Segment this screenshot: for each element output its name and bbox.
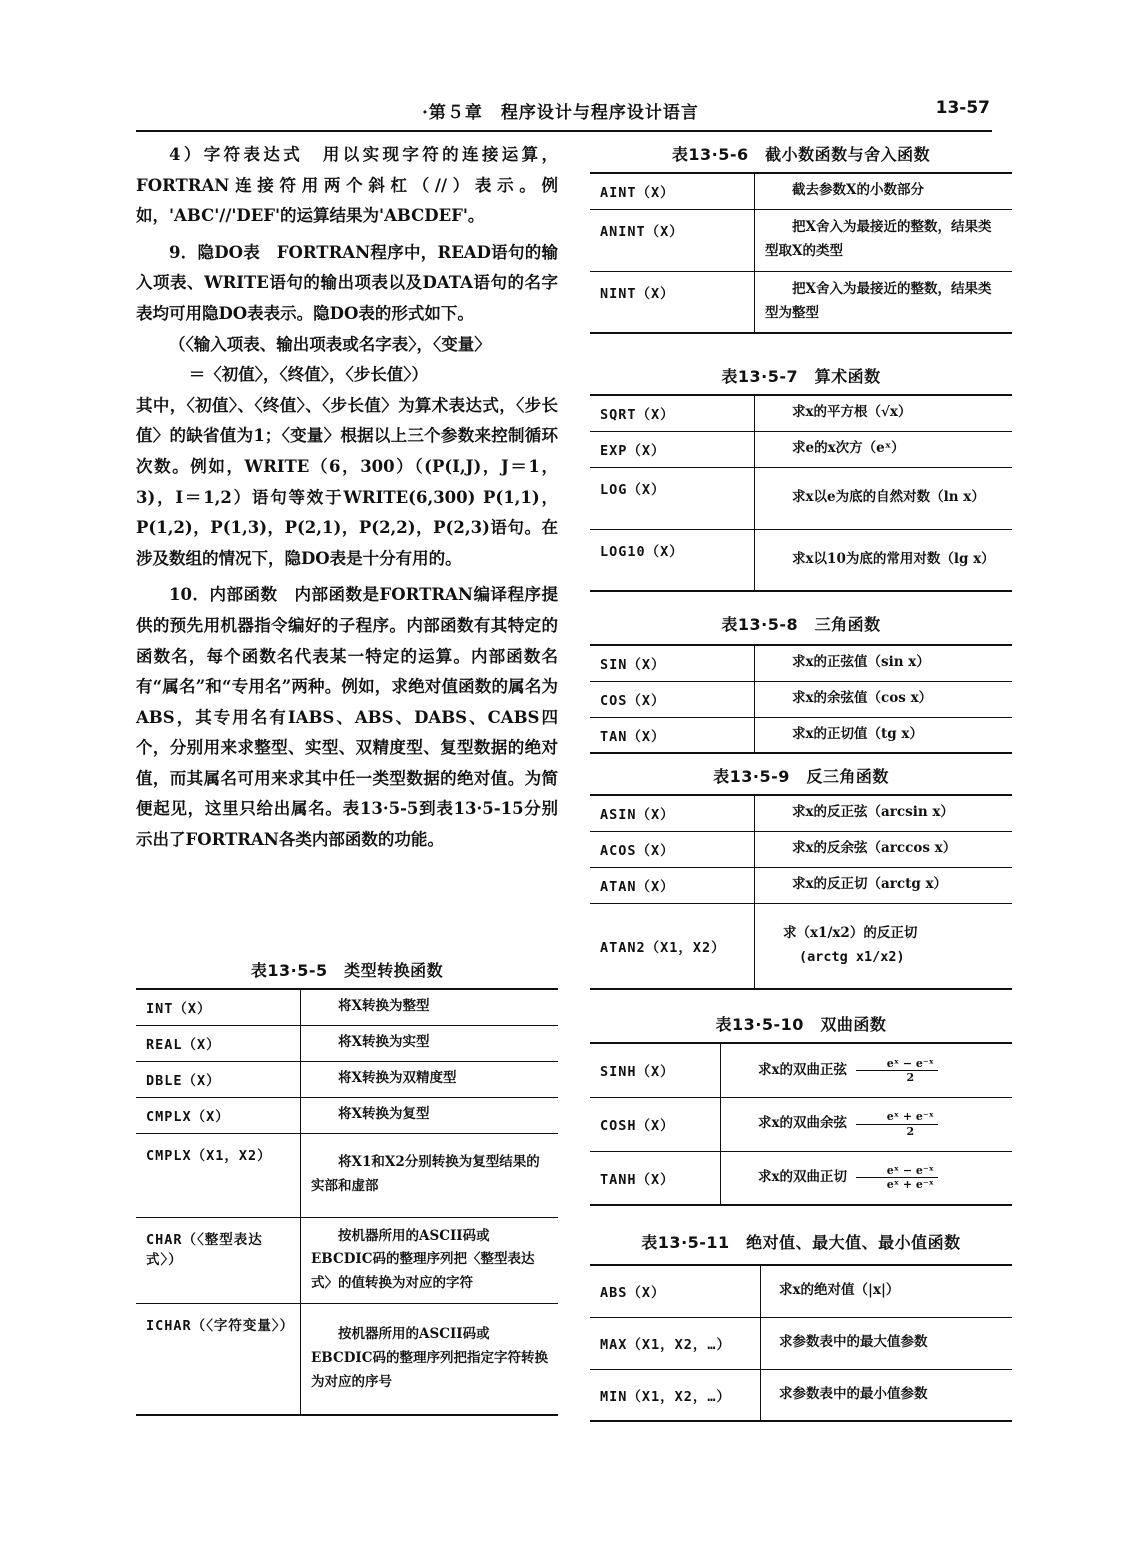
table-row — [136, 1097, 558, 1133]
function-name: ATAN2（X1，X2） — [590, 903, 755, 989]
table-title-truncation: 表13·5-6 截小数函数与舍入函数 — [671, 145, 931, 164]
formula-denominator: 2 — [906, 1124, 915, 1138]
function-description: 将X转换为实型 — [301, 1025, 559, 1061]
function-name: ANINT（X） — [590, 209, 755, 271]
table-row — [590, 717, 1012, 753]
arctg-formula: (arctg x1/x2) — [799, 948, 905, 965]
table-row — [590, 1265, 1012, 1317]
formula-numerator: eˣ + e⁻ˣ — [856, 1110, 938, 1124]
function-description: 按机器所用的ASCII码或EBCDIC码的整理序列把指定字符转换为对应的序号 — [301, 1303, 559, 1415]
function-description: 求x的余弦值（cos x） — [755, 681, 1013, 717]
function-description: 求x的反正切（arctg x） — [755, 867, 1013, 903]
table-hyperbolic — [590, 1042, 1012, 1206]
function-description: 求x的双曲正切 — [758, 1169, 848, 1186]
function-description: 求x以10为底的常用对数（lg x） — [755, 529, 1013, 591]
table-row — [590, 271, 1012, 333]
table-row — [136, 1217, 558, 1303]
function-name: COS（X） — [590, 681, 755, 717]
function-name: TANH（X） — [590, 1151, 721, 1205]
function-description: 求x的平方根（√x） — [755, 395, 1013, 431]
table-row — [136, 1303, 558, 1415]
function-description: 求x的正弦值（sin x） — [755, 645, 1013, 681]
table-row — [136, 1061, 558, 1097]
paragraph-char-expr: 4）字符表达式 用以实现字符的连接运算，FORTRAN连接符用两个斜杠（//）表示。例如，'ABC'//'DEF'的运算结果为'ABCDEF'。 — [136, 145, 558, 226]
table-row — [590, 903, 1012, 989]
function-description: 求参数表中的最大值参数 — [761, 1317, 1013, 1369]
function-description: 把X舍入为最接近的整数，结果类型为整型 — [755, 271, 1013, 333]
function-name: LOG（X） — [590, 467, 755, 529]
table-title-abs-max-min: 表13·5-11 绝对值、最大值、最小值函数 — [641, 1233, 961, 1252]
function-name: COSH（X） — [590, 1097, 721, 1151]
table-row — [590, 681, 1012, 717]
function-description: 求x的正切值（tg x） — [755, 717, 1013, 753]
table-title-trig: 表13·5-8 三角函数 — [721, 615, 881, 634]
function-name: MAX（X1，X2，…） — [590, 1317, 761, 1369]
formula-denominator: 2 — [906, 1070, 915, 1084]
table-row — [590, 173, 1012, 209]
table-row — [590, 1317, 1012, 1369]
paragraph-intrinsic-functions: 10．内部函数 内部函数是FORTRAN编译程序提供的预先用机器指令编好的子程序。内部函数有其特定的函数名，每个函数名代表某一特定的运算。内部函数名有“属名”和“专用名”两种。例如，求绝对值函数的属名为ABS，其专用名有IABS、ABS、DABS、CABS四个，分别用来求整型、实型、双精度型、复型数据的绝对值，而其属名可用来求其中任一类型数据的绝对值。为简便起见，这里只给出属名。表13·5-5到表13·5-15分别示出了FORTRAN各类内部函数的功能。 — [136, 585, 558, 850]
function-description: 求（x1/x2）的反正切 — [783, 925, 918, 942]
table-row — [590, 1043, 1012, 1097]
function-description: 截去参数X的小数部分 — [755, 173, 1013, 209]
table-row — [590, 831, 1012, 867]
function-name: ACOS（X） — [590, 831, 755, 867]
table-arithmetic — [590, 394, 1012, 592]
function-name: CMPLX（X） — [136, 1097, 301, 1133]
table-row — [590, 795, 1012, 831]
function-name: CMPLX（X1，X2） — [136, 1133, 301, 1217]
function-name: SIN（X） — [590, 645, 755, 681]
table-truncation-rounding — [590, 172, 1012, 334]
function-name: SQRT（X） — [590, 395, 755, 431]
function-name: LOG10（X） — [590, 529, 755, 591]
function-description: 求x的反正弦（arcsin x） — [755, 795, 1013, 831]
function-name: TAN（X） — [590, 717, 755, 753]
function-name: AINT（X） — [590, 173, 755, 209]
table-title-arithmetic: 表13·5-7 算术函数 — [721, 367, 881, 386]
table-inverse-trig — [590, 794, 1012, 990]
function-name: REAL（X） — [136, 1025, 301, 1061]
table-row — [590, 395, 1012, 431]
function-description: 求e的x次方（eˣ） — [755, 431, 1013, 467]
function-name: ABS（X） — [590, 1265, 761, 1317]
function-description: 将X转换为复型 — [301, 1097, 559, 1133]
function-name: NINT（X） — [590, 271, 755, 333]
table-row — [136, 989, 558, 1025]
paragraph-implied-do: 9．隐DO表 FORTRAN程序中，READ语句的输入项表、WRITE语句的输出项表以及DATA语句的名字表均可用隐DO表表示。隐DO表的形式如下。 — [136, 242, 558, 323]
left-column — [136, 140, 558, 856]
function-description: 将X转换为整型 — [301, 989, 559, 1025]
function-description: 将X1和X2分别转换为复型结果的实部和虚部 — [301, 1133, 559, 1217]
function-name: DBLE（X） — [136, 1061, 301, 1097]
table-row — [590, 529, 1012, 591]
table-trig — [590, 644, 1012, 754]
table-row — [136, 1025, 558, 1061]
implied-do-form-line2: ＝〈初值〉，〈终值〉，〈步长值〉） — [188, 365, 429, 385]
function-name: ICHAR（〈字符变量〉） — [136, 1303, 301, 1415]
table-row — [590, 209, 1012, 271]
function-name: SINH（X） — [590, 1043, 721, 1097]
formula-numerator: eˣ − e⁻ˣ — [856, 1057, 938, 1071]
function-name: MIN（X1，X2，…） — [590, 1369, 761, 1421]
table-title-inverse-trig: 表13·5-9 反三角函数 — [713, 767, 889, 786]
table-title-type-conversion: 表13·5-5 类型转换函数 — [250, 961, 444, 980]
function-name: INT（X） — [136, 989, 301, 1025]
paragraph-implied-do-explain: 其中，〈初值〉、〈终值〉、〈步长值〉为算术表达式，〈步长值〉的缺省值为1；〈变量〉根据以上三个参数来控制循环次数。例如，WRITE（6，300）（(P(I,J)，J＝1，3)，I＝1,2）语句等效于WRITE(6,300) P(1,1)，P(1,2)，P(1,3)，P(2,1)，P(2,2)，P(2,3)语句。在涉及数组的情况下，隐DO表是十分有用的。 — [136, 395, 558, 568]
table-row — [590, 645, 1012, 681]
function-description: 求x的双曲余弦 — [758, 1115, 848, 1132]
chapter-title: ·第５章 程序设计与程序设计语言 — [422, 103, 699, 123]
function-description: 求x的绝对值（|x|） — [761, 1265, 1013, 1317]
table-abs-max-min — [590, 1264, 1012, 1422]
function-name: ASIN（X） — [590, 795, 755, 831]
function-description: 求参数表中的最小值参数 — [761, 1369, 1013, 1421]
page-header — [136, 96, 992, 132]
function-description: 把X舍入为最接近的整数，结果类型取X的类型 — [755, 209, 1013, 271]
implied-do-form-line1: （〈输入项表、输出项表或名字表〉，〈变量〉 — [169, 334, 491, 354]
table-title-hyperbolic: 表13·5-10 双曲函数 — [715, 1015, 887, 1034]
function-description: 求x以e为底的自然对数（ln x） — [755, 467, 1013, 529]
function-name: EXP（X） — [590, 431, 755, 467]
table-row — [590, 467, 1012, 529]
table-row — [590, 867, 1012, 903]
table-row — [136, 1133, 558, 1217]
function-description: 按机器所用的ASCII码或EBCDIC码的整理序列把〈整型表达式〉的值转换为对应的字符 — [301, 1217, 559, 1303]
table-row — [590, 1097, 1012, 1151]
function-name: CHAR（〈整型表达式〉） — [136, 1217, 301, 1303]
table-row — [590, 1369, 1012, 1421]
function-description: 求x的双曲正弦 — [758, 1061, 848, 1078]
function-description: 求x的反余弦（arccos x） — [755, 831, 1013, 867]
table-row — [590, 431, 1012, 467]
page-number: 13-57 — [935, 98, 990, 118]
formula-numerator: eˣ − e⁻ˣ — [856, 1164, 938, 1178]
function-name: ATAN（X） — [590, 867, 755, 903]
table-type-conversion — [136, 988, 558, 1416]
function-description: 将X转换为双精度型 — [301, 1061, 559, 1097]
table-row — [590, 1151, 1012, 1205]
formula-denominator: eˣ + e⁻ˣ — [886, 1178, 934, 1192]
